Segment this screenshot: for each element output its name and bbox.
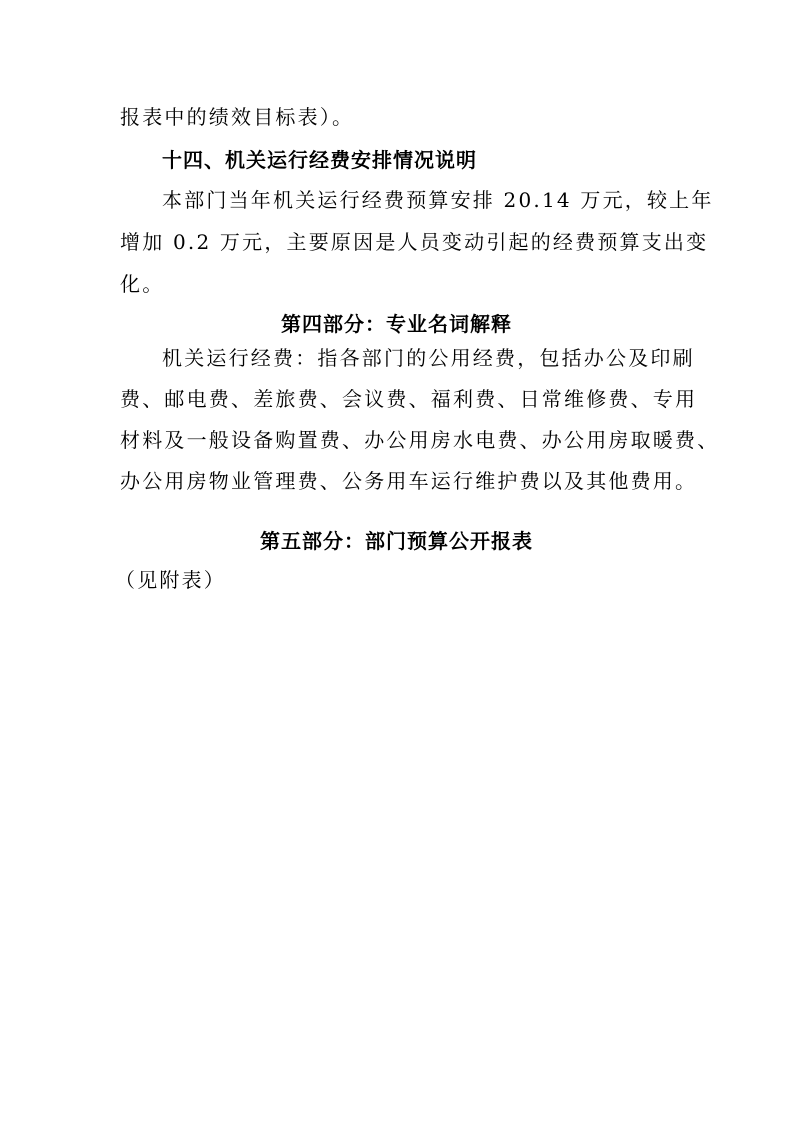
paragraph-line: 机关运行经费：指各部门的公用经费，包括办公及印刷 [162,346,695,370]
paragraph-line: （见附表） [115,568,226,592]
part-heading: 第五部分：部门预算公开报表 [260,529,533,553]
part-heading: 第四部分：专业名词解释 [281,312,512,336]
paragraph-line: 办公用房物业管理费、公务用车运行维护费以及其他费用。 [120,469,698,493]
paragraph-line: 报表中的绩效目标表）。 [120,105,355,129]
section-heading: 十四、机关运行经费安排情况说明 [162,148,477,172]
paragraph-line: 材料及一般设备购置费、办公用房水电费、办公用房取暖费、 [120,428,720,452]
paragraph-line: 增加 0.2 万元，主要原因是人员变动引起的经费预算支出变 [120,230,709,254]
paragraph-line: 费、邮电费、差旅费、会议费、福利费、日常维修费、专用 [120,387,698,411]
paragraph-line: 化。 [120,272,165,296]
paragraph-line: 本部门当年机关运行经费预算安排 20.14 万元，较上年 [162,188,714,212]
